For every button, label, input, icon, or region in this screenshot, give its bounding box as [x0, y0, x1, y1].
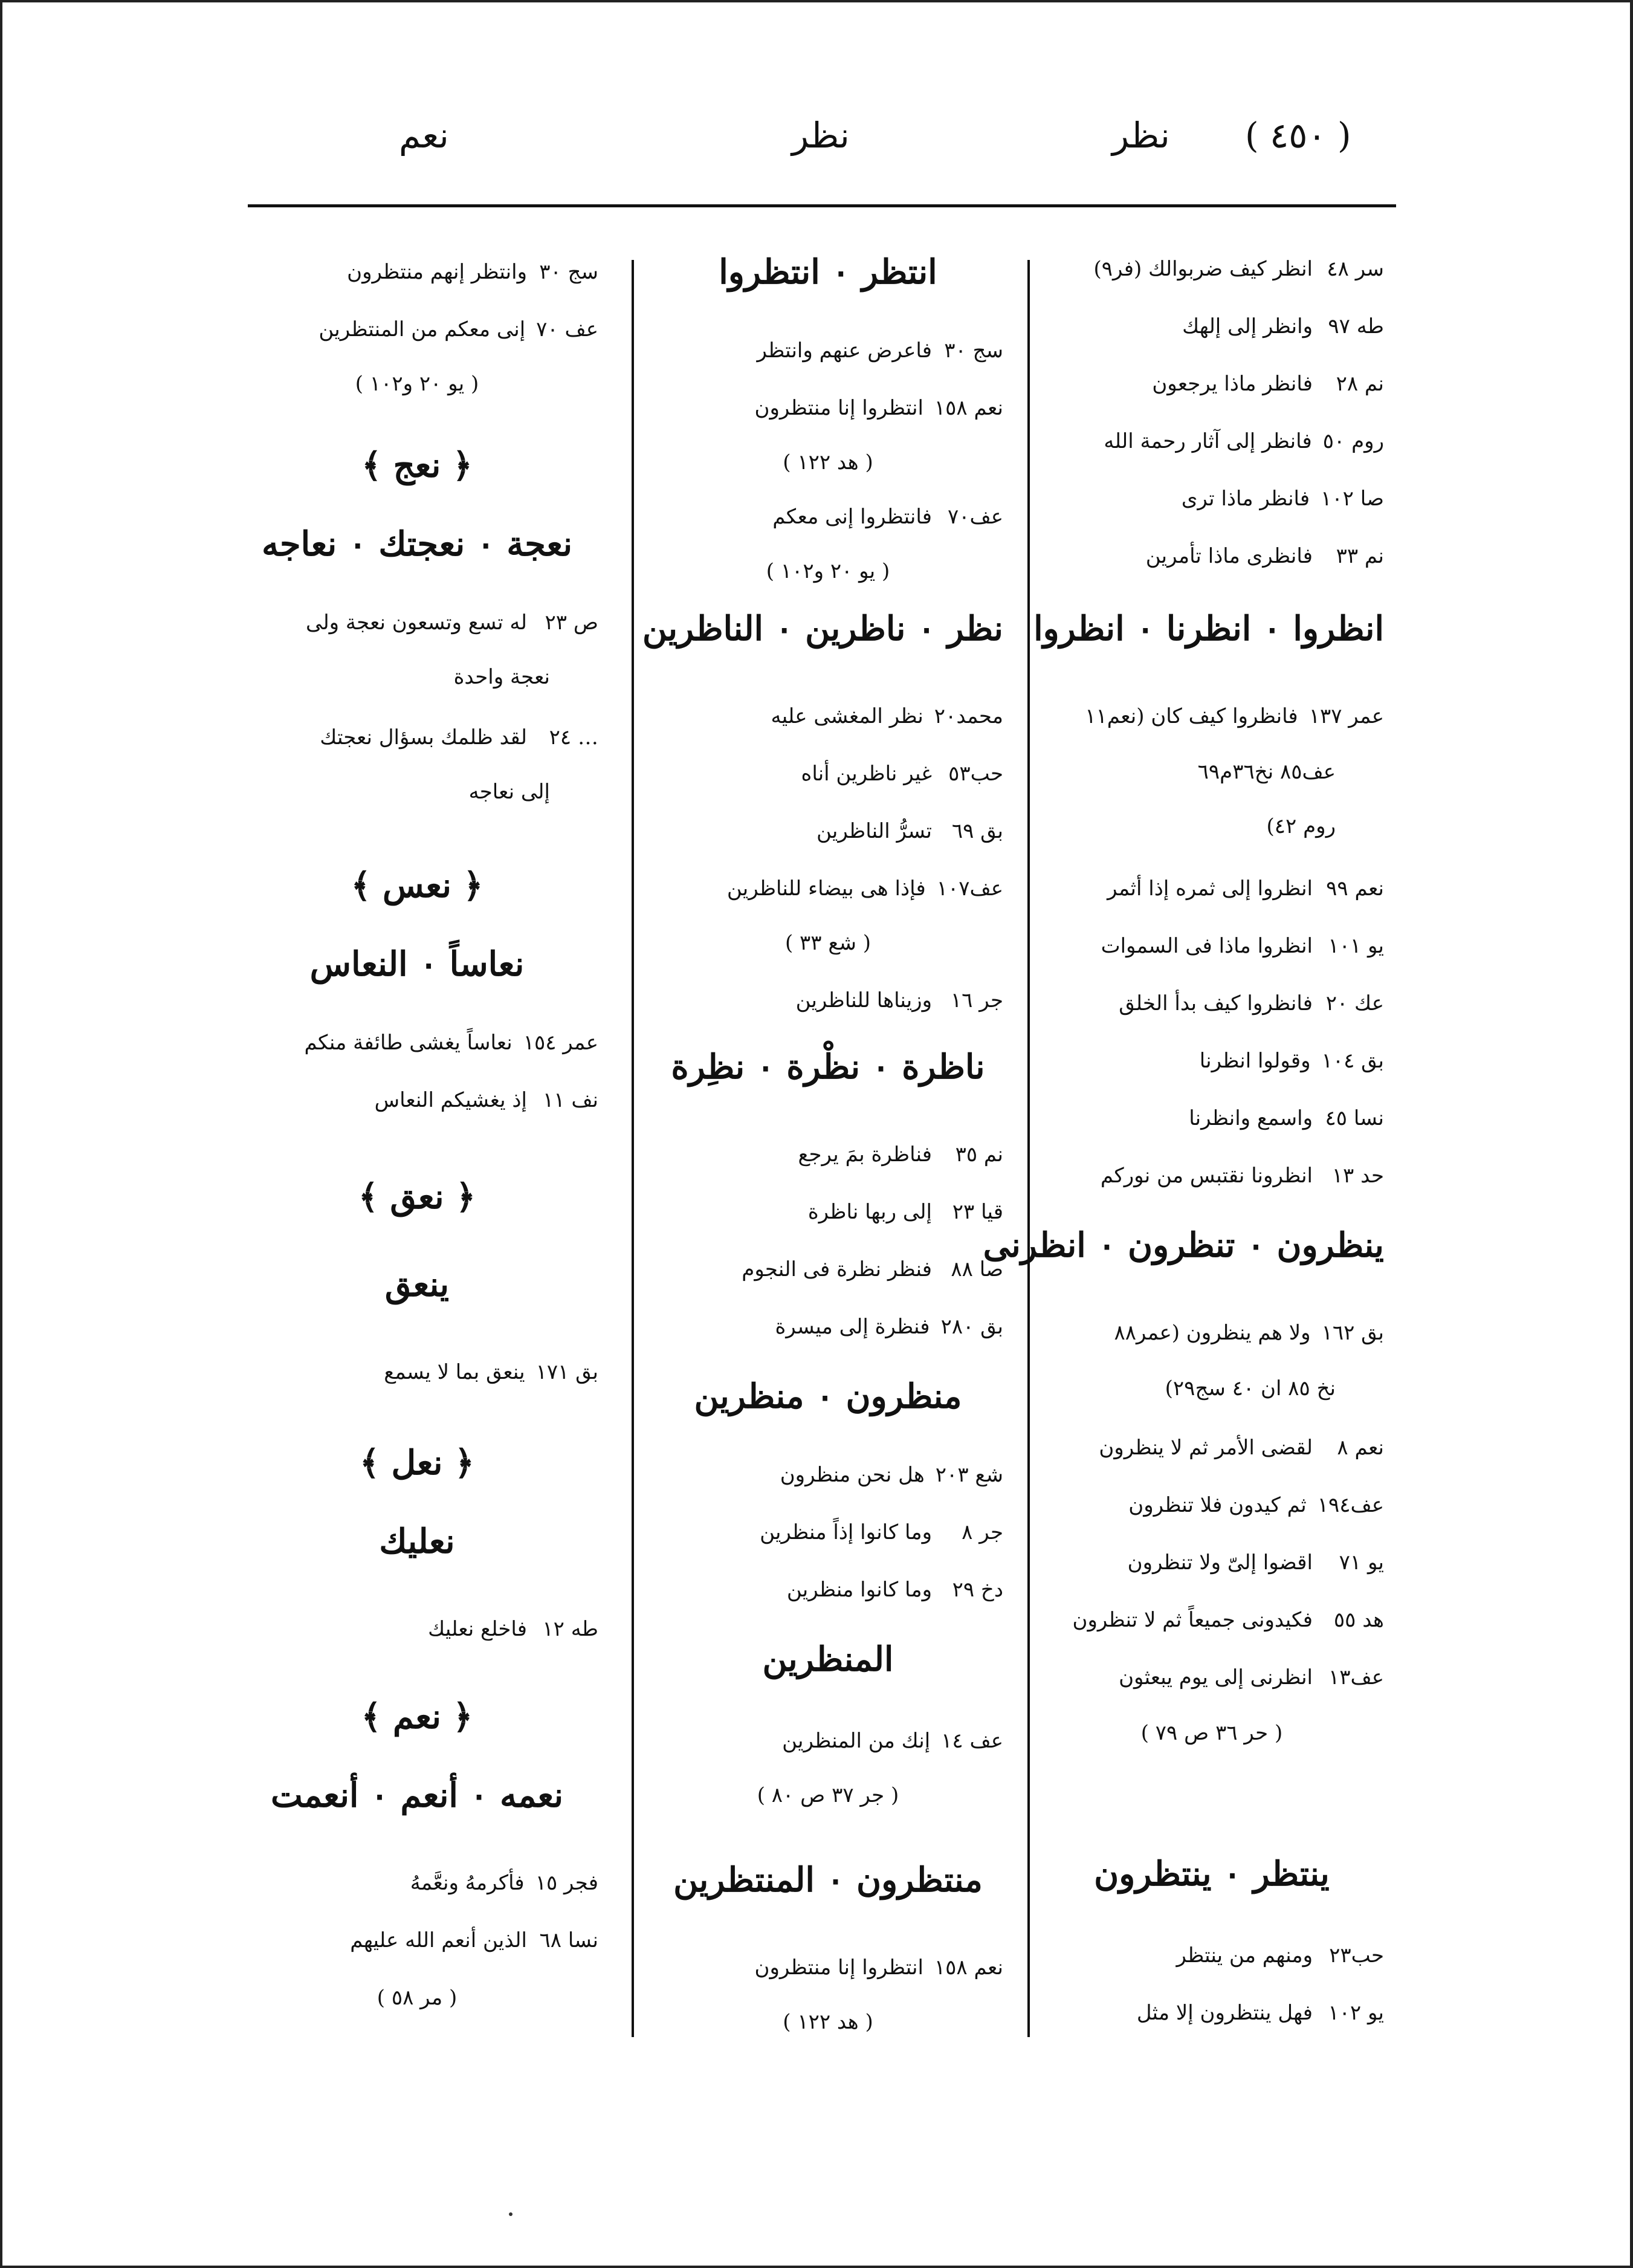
- cross-reference: ( مر ٥٨ ): [377, 1986, 458, 2010]
- right-column: [983, 230, 1384, 2037]
- entry: نم ٣٣فانظرى ماذا تأمرين: [1145, 544, 1384, 568]
- entry: عمر ١٣٧فانظروا كيف كان (نعم١١: [1085, 704, 1384, 728]
- header-left-word: نعم: [399, 115, 449, 156]
- entry: نعم ١٥٨انتظروا إنا منتظرون: [754, 1955, 1003, 1980]
- entry: يو ٧١اقضوا إلىّ ولا تنظرون: [1127, 1550, 1384, 1575]
- entry: نف ١١إذ يغشيكم النعاس: [374, 1088, 598, 1112]
- entry: صا ٨٨فنظر نظرة فى النجوم: [742, 1257, 1003, 1281]
- entry: بق ١٠٤وقولوا انظرنا: [1199, 1049, 1384, 1073]
- entry-heading: ناظرة ۰ نظْرة ۰ نظِرة: [671, 1047, 985, 1087]
- cross-reference: ( يو ٢٠ و١٠٢ ): [355, 372, 479, 396]
- entry: طه ٩٧وانظر إلى إلهك: [1182, 314, 1384, 339]
- entry: نم ٢٨فانظر ماذا يرجعون: [1152, 372, 1384, 396]
- entry: حب٢٣ومنهم من ينتظر: [1176, 1943, 1384, 1968]
- entry: عف ١٤إنك من المنظرين: [782, 1729, 1003, 1753]
- cross-reference: ( شع ٣٣ ): [784, 931, 871, 955]
- root-heading: ﴿ نعم ﴾: [361, 1697, 473, 1737]
- column-divider-left: [632, 260, 634, 2037]
- entry: عف١٣انظرنى إلى يوم يبعثون: [1119, 1665, 1384, 1690]
- entry: عف١٠٧فإذا هى بيضاء للناظرين: [726, 876, 1003, 901]
- entry-heading: ينتظر ۰ ينتظرون: [1094, 1854, 1330, 1894]
- entry-heading: المنظرين: [762, 1639, 894, 1679]
- entry-heading: انظروا ۰ انظرنا ۰ انظروا: [1033, 609, 1384, 649]
- entry-heading: منظرون ۰ منظرين: [694, 1376, 962, 1416]
- entry: عك ٢٠فانظروا كيف بدأ الخلق: [1119, 991, 1384, 1016]
- page-border-top: [0, 0, 1633, 2]
- entry-heading: نعاساً ۰ النعاس: [309, 944, 525, 984]
- entry-heading: ينعق: [384, 1265, 450, 1304]
- column-divider-right: [1027, 260, 1030, 2037]
- entry: طه ١٢فاخلع نعليك: [428, 1617, 598, 1641]
- entry-heading: نعمه ۰ أنعم ۰ أنعمت: [270, 1775, 564, 1815]
- entry: شع ٢٠٣هل نحن منظرون: [780, 1463, 1003, 1487]
- entry: نسا ٤٥واسمع وانظرنا: [1189, 1106, 1384, 1130]
- entry: صا ١٠٢فانظر ماذا ترى: [1181, 487, 1384, 511]
- cross-reference: ( هد ١٢٢ ): [783, 2010, 873, 2034]
- entry: نم ٣٥فناظرة بمَ يرجع: [798, 1142, 1003, 1167]
- page-number: ( ٤٥٠ ): [1245, 115, 1351, 156]
- entry: … ٢٤لقد ظلمك بسؤال نعجتك: [320, 725, 598, 750]
- entry: نعم ١٥٨انتظروا إنا منتظرون: [754, 396, 1003, 420]
- entry: بق ٦٩تسرُّ الناظرين: [816, 819, 1003, 843]
- root-heading: ﴿ نعق ﴾: [358, 1177, 476, 1217]
- cross-reference: ( يو ٢٠ و١٠٢ ): [766, 559, 890, 583]
- entry: ص ٢٣له تسع وتسعون نعجة ولى: [305, 611, 598, 635]
- cross-reference: ( جر ٣٧ ص ٨٠ ): [757, 1783, 899, 1807]
- root-heading: ﴿ نعل ﴾: [360, 1443, 474, 1483]
- header-rule: [248, 204, 1396, 207]
- entry-continuation: عف٨٥ نخ٣٦م٦٩: [1197, 760, 1336, 784]
- entry: عمر ١٥٤نعاساً يغشى طائفة منكم: [304, 1031, 598, 1055]
- entry-heading: ينظرون ۰ تنظرون ۰ انظرنى: [983, 1225, 1384, 1265]
- entry-heading: انتظر ۰ انتظروا: [719, 252, 937, 292]
- stray-mark: [509, 2212, 513, 2216]
- entry: بق ٢٨٠فنظرة إلى ميسرة: [775, 1315, 1003, 1339]
- entry: فجر ١٥فأكرمهُ ونعَّمهُ: [410, 1871, 598, 1895]
- entry: عف١٩٤ثم كيدون فلا تنظرون: [1128, 1493, 1384, 1517]
- entry: حد ١٣انظرونا نقتبس من نوركم: [1100, 1164, 1384, 1188]
- entry: سر ٤٨انظر كيف ضربوالك (فر٩): [1093, 257, 1384, 281]
- left-column: [236, 230, 598, 2037]
- entry-heading: نعجة ۰ نعجتك ۰ نعاجه: [261, 524, 573, 564]
- root-heading: ﴿ نعج ﴾: [361, 446, 473, 485]
- entry: عف٧٠فانتظروا إنى معكم: [772, 505, 1003, 529]
- entry: سج ٣٠فاعرض عنهم وانتظر: [757, 339, 1003, 363]
- center-column: [642, 230, 1003, 2037]
- header-center-word: نظر: [792, 115, 850, 156]
- entry-continuation: نخ ٨٥ ان ٤٠ سج٢٩): [1165, 1376, 1336, 1401]
- entry: قيا ٢٣إلى ربها ناظرة: [807, 1200, 1003, 1224]
- page-border-left: [0, 0, 2, 2268]
- entry: سج ٣٠وانتظر إنهم منتظرون: [347, 260, 598, 284]
- entry-heading: نعليك: [379, 1521, 455, 1561]
- entry: هد ٥٥فكيدونى جميعاً ثم لا تنظرون: [1072, 1608, 1384, 1632]
- entry-continuation: روم ٤٢): [1266, 814, 1336, 838]
- root-heading: ﴿ نعس ﴾: [351, 866, 483, 906]
- entry-continuation: نعجة واحدة: [453, 665, 550, 689]
- entry: جر ١٦وزيناها للناظرين: [795, 988, 1003, 1012]
- entry: جر ٨وما كانوا إذاً منظرين: [760, 1520, 1003, 1544]
- entry: بق ١٧١ينعق بما لا يسمع: [384, 1360, 598, 1384]
- entry: بق ١٦٢ولا هم ينظرون (عمر٨٨: [1114, 1321, 1384, 1345]
- entry: نسا ٦٨الذين أنعم الله عليهم: [350, 1928, 598, 1952]
- entry: نعم ٩٩انظروا إلى ثمره إذا أثمر: [1107, 876, 1384, 901]
- entry-continuation: إلى نعاجه: [468, 780, 550, 804]
- page-border-bottom: [0, 2266, 1633, 2268]
- entry: يو ١٠٢فهل ينتظرون إلا مثل: [1136, 2001, 1384, 2025]
- cross-reference: ( هد ١٢٢ ): [783, 450, 873, 475]
- entry-heading: نظر ۰ ناظرين ۰ الناظرين: [642, 609, 1003, 649]
- entry: روم ٥٠فانظر إلى آثار رحمة الله: [1104, 429, 1384, 453]
- entry: حب٥٣غير ناظرين أناه: [801, 762, 1003, 786]
- entry: دخ ٢٩وما كانوا منظرين: [786, 1578, 1003, 1602]
- entry: نعم ٨لقضى الأمر ثم لا ينظرون: [1099, 1436, 1384, 1460]
- header-right-word: نظر: [1112, 115, 1170, 156]
- entry: يو ١٠١انظروا ماذا فى السموات: [1101, 934, 1384, 958]
- page-border-right: [1630, 0, 1633, 2268]
- entry: عف ٧٠إنى معكم من المنتظرين: [319, 317, 598, 342]
- entry-heading: منتظرون ۰ المنتظرين: [673, 1860, 983, 1900]
- entry: محمد٢٠نظر المغشى عليه: [771, 704, 1003, 728]
- cross-reference: ( حر ٣٦ ص ٧٩ ): [1140, 1721, 1283, 1745]
